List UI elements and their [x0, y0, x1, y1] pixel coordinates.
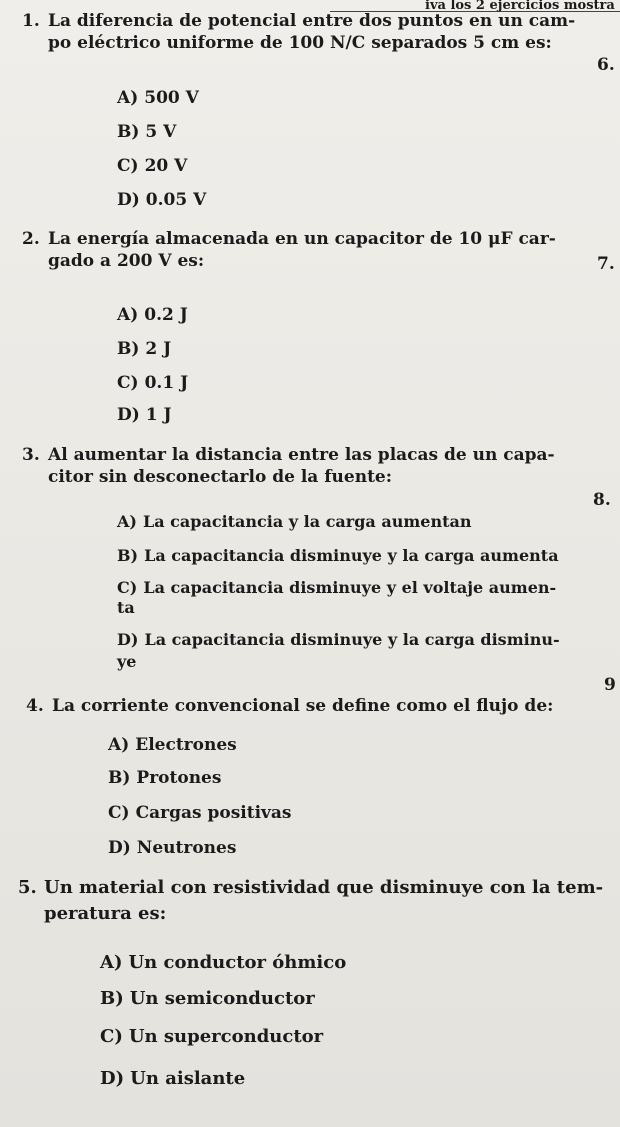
- header-fragment: iva los 2 ejercicios mostra: [425, 0, 615, 13]
- option-1d[interactable]: D) 0.05 V: [117, 190, 207, 210]
- option-2d[interactable]: D) 1 J: [117, 405, 172, 425]
- option-1a[interactable]: A) 500 V: [117, 88, 199, 108]
- question-number: 3.: [22, 445, 40, 465]
- question-3: [22, 444, 555, 488]
- option-4a[interactable]: A) Electrones: [108, 735, 237, 755]
- question-4: [26, 695, 553, 717]
- question-5: [18, 875, 603, 927]
- option-4b[interactable]: B) Protones: [108, 768, 222, 788]
- option-2a[interactable]: A) 0.2 J: [117, 305, 188, 325]
- option-4c[interactable]: C) Cargas positivas: [108, 803, 292, 823]
- question-text-line2: citor sin desconectarlo de la fuente:: [48, 467, 393, 487]
- question-number: 1.: [22, 11, 40, 31]
- question-text-line1: La energía almacenada en un capacitor de 10 μF car-: [48, 229, 556, 249]
- option-2b[interactable]: B) 2 J: [117, 339, 172, 359]
- question-1: [22, 10, 575, 54]
- option-5a[interactable]: A) Un conductor óhmico: [100, 952, 347, 973]
- option-3d-continuation: ye: [117, 652, 137, 671]
- option-3c[interactable]: C) La capacitancia disminuye y el voltaje aumen-: [117, 578, 557, 597]
- side-number-8: 8.: [593, 490, 611, 510]
- side-number-6: 6.: [597, 55, 615, 75]
- question-text-line2: peratura es:: [44, 903, 167, 924]
- question-number: 4.: [26, 696, 44, 716]
- option-1c[interactable]: C) 20 V: [117, 156, 188, 176]
- side-number-9: 9: [604, 675, 616, 695]
- option-5b[interactable]: B) Un semiconductor: [100, 988, 315, 1009]
- question-text-line1: Un material con resistividad que disminuye con la tem-: [44, 877, 604, 898]
- option-3d[interactable]: D) La capacitancia disminuye y la carga disminu-: [117, 630, 560, 649]
- option-5c[interactable]: C) Un superconductor: [100, 1026, 324, 1047]
- question-2: [22, 228, 556, 272]
- option-2c[interactable]: C) 0.1 J: [117, 373, 189, 393]
- question-text-line2: po eléctrico uniforme de 100 N/C separados 5 cm es:: [48, 33, 552, 53]
- option-3a[interactable]: A) La capacitancia y la carga aumentan: [117, 512, 472, 531]
- question-text-line1: Al aumentar la distancia entre las placas de un capa-: [48, 445, 555, 465]
- option-1b[interactable]: B) 5 V: [117, 122, 177, 142]
- question-text-line1: La diferencia de potencial entre dos puntos en un cam-: [48, 11, 576, 31]
- option-3b[interactable]: B) La capacitancia disminuye y la carga aumenta: [117, 546, 559, 565]
- side-number-7: 7.: [597, 254, 615, 274]
- option-3c-continuation: ta: [117, 598, 135, 617]
- option-5d[interactable]: D) Un aislante: [100, 1068, 246, 1089]
- option-4d[interactable]: D) Neutrones: [108, 838, 237, 858]
- question-text-line2: gado a 200 V es:: [48, 251, 205, 271]
- question-number: 5.: [18, 877, 37, 898]
- question-number: 2.: [22, 229, 40, 249]
- question-text-line1: La corriente convencional se define como el flujo de:: [52, 696, 554, 716]
